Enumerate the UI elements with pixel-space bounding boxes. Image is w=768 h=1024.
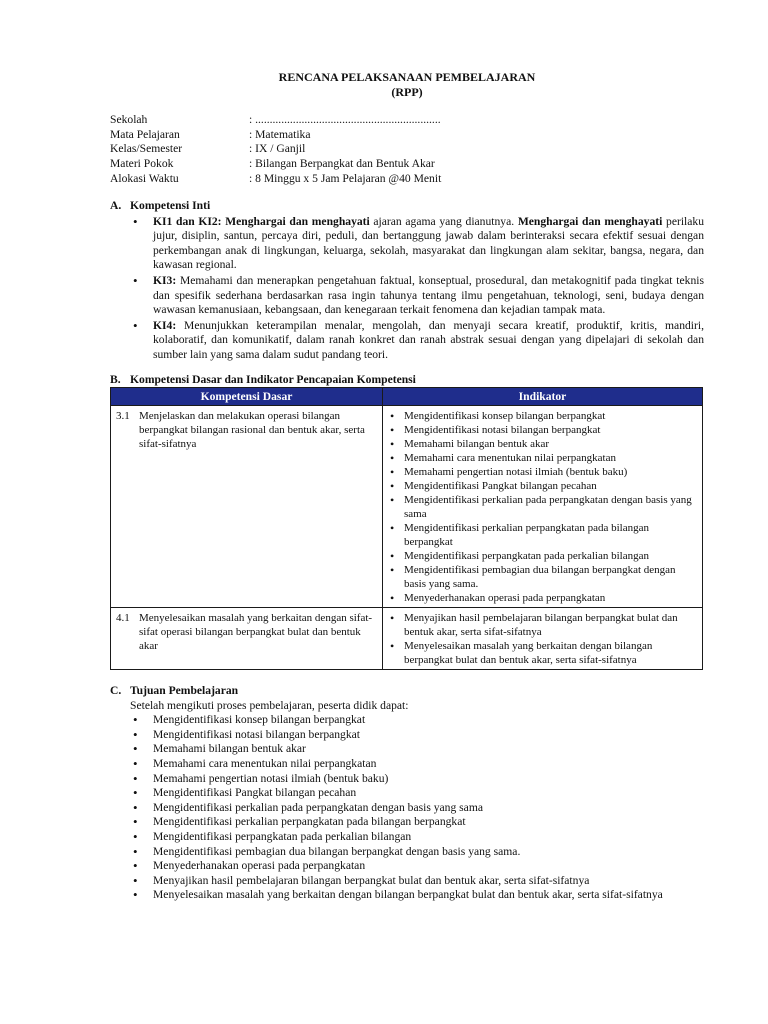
list-item: • Memahami pengertian notasi ilmiah (bentuk baku) <box>130 772 704 787</box>
ki-text: ajaran agama yang dianutnya. <box>369 214 518 228</box>
list-item: • Menyederhanakan operasi pada perpangkatan <box>130 859 704 874</box>
indicator-item: • Memahami pengertian notasi ilmiah (bentuk baku) <box>388 465 698 479</box>
ki-bold: Menghargai dan menghayati <box>517 214 663 228</box>
ki-text: perilaku jujur, disiplin, santun, percaya diri, peduli, dan bertanggung jawab dalam berinteraksi secara efektif sesuai dengan perkembangan anak di lingkungan, keluarga, sekolah, masyarakat dan lingkungan alam sekitar, bangsa, negara, dan kawasan regional. <box>153 214 705 272</box>
kd-text: Menyelesaikan masalah yang berkaitan dengan sifat-sifat operasi bilangan berpangkat bulat dan bentuk akar <box>139 612 373 653</box>
indicator-item: • Memahami cara menentukan nilai perpangkatan <box>388 451 698 465</box>
list-item: • Memahami bilangan bentuk akar <box>130 742 704 757</box>
list-item: • Mengidentifikasi konsep bilangan berpangkat <box>130 713 704 728</box>
section-title: Kompetensi Dasar dan Indikator Pencapaian Kompetensi <box>130 372 416 386</box>
section-letter: B. <box>110 372 121 386</box>
identity-row-school <box>110 113 704 128</box>
identity-row-subject <box>110 128 704 143</box>
ki-text: Memahami dan menerapkan pengetahuan faktual, konseptual, prosedural, dan metakognitif pada tingkat teknis dan spesifik sederhana berdasarkan rasa ingin tahunya tentang ilmu pengetahuan, teknologi, seni, budaya dengan wawasan kemanusiaan, kebangsaan, dan kenegaraan terkait fenomena dan kejadian tampak mata. <box>153 273 704 317</box>
tujuan-intro: Setelah mengikuti proses pembelajaran, peserta didik dapat: <box>130 698 409 712</box>
ki-text: Menunjukkan keterampilan menalar, mengolah, dan menyaji secara kreatif, produktif, kritis, mandiri, kolaboratif, dan komunikatif, dalam ranah konkret dan ranah abstrak sesuai dengan yang dipelajari di sekolah dan sumber lain yang sama dalam sudut pandang teori. <box>153 318 704 361</box>
document-title <box>110 70 704 100</box>
identity-row-topic <box>110 157 704 172</box>
list-item: • Mengidentifikasi perkalian pada perpangkatan dengan basis yang sama <box>130 801 704 816</box>
section-heading <box>110 373 704 388</box>
indicator-item: • Mengidentifikasi notasi bilangan berpangkat <box>388 423 698 437</box>
identity-label: Mata Pelajaran <box>110 127 180 141</box>
indicator-item: • Mengidentifikasi Pangkat bilangan pecahan <box>388 479 698 493</box>
indicator-item: • Menyelesaikan masalah yang berkaitan dengan bilangan berpangkat bulat dan bentuk akar, serta sifat-sifatnya <box>388 639 698 667</box>
identity-value: : IX / Ganjil <box>249 142 306 156</box>
section-letter: C. <box>110 684 122 698</box>
kd-cell <box>111 608 383 670</box>
ki-lead: KI3: <box>153 273 177 287</box>
ki-list <box>130 215 704 363</box>
section-kompetensi-inti <box>110 199 704 363</box>
section-heading <box>110 199 704 214</box>
ki-lead: KI1 dan KI2: Menghargai dan menghayati <box>153 214 370 228</box>
kd-number: 3.1 <box>116 410 130 423</box>
identity-row-time <box>110 172 704 187</box>
kd-table <box>110 387 703 670</box>
list-item: • Menyelesaikan masalah yang berkaitan dengan bilangan berpangkat bulat dan bentuk akar, serta sifat-sifatnya <box>130 888 704 903</box>
indicator-item: • Mengidentifikasi perpangkatan pada perkalian bilangan <box>388 549 698 563</box>
ki-lead: KI4: <box>153 318 177 332</box>
kd-column-header: Kompetensi Dasar <box>111 388 383 406</box>
identity-value: : Matematika <box>249 127 311 141</box>
list-item: • Mengidentifikasi perkalian perpangkatan pada bilangan berpangkat <box>130 815 704 830</box>
indikator-column-header: Indikator <box>383 388 703 406</box>
section-title: Tujuan Pembelajaran <box>130 684 239 698</box>
identity-label: Kelas/Semester <box>110 142 183 156</box>
list-item: • Mengidentifikasi perpangkatan pada perkalian bilangan <box>130 830 704 845</box>
indicator-item: • Mengidentifikasi konsep bilangan berpangkat <box>388 409 698 423</box>
indicator-item: • Mengidentifikasi pembagian dua bilangan berpangkat dengan basis yang sama. <box>388 563 698 591</box>
list-item: • Menyajikan hasil pembelajaran bilangan berpangkat bulat dan bentuk akar, serta sifat-sifatnya <box>130 874 704 889</box>
indicator-item: • Menyederhanakan operasi pada perpangkatan <box>388 591 698 605</box>
kd-table-header <box>111 388 703 406</box>
indicator-cell <box>383 608 703 670</box>
identity-row-class <box>110 142 704 157</box>
indicator-list <box>388 611 698 667</box>
section-letter: A. <box>110 198 122 212</box>
identity-value: : ................................................................ <box>249 113 441 126</box>
section-title: Kompetensi Inti <box>130 198 211 212</box>
ki-item <box>130 274 704 318</box>
identity-value: : Bilangan Berpangkat dan Bentuk Akar <box>249 156 435 170</box>
ki-item <box>130 215 704 273</box>
tujuan-list <box>130 713 704 903</box>
kd-text: Menjelaskan dan melakukan operasi bilangan berpangkat bilangan rasional dan bentuk akar, serta sifat-sifatnya <box>139 410 365 451</box>
indicator-item: • Menyajikan hasil pembelajaran bilangan berpangkat bulat dan bentuk akar, serta sifat-sifatnya <box>388 611 698 639</box>
list-item: • Memahami cara menentukan nilai perpangkatan <box>130 757 704 772</box>
identity-block <box>110 113 704 187</box>
identity-label: Alokasi Waktu <box>110 172 179 186</box>
indicator-item: • Mengidentifikasi perkalian pada perpangkatan dengan basis yang sama <box>388 493 698 521</box>
document-title-sub: (RPP) <box>391 85 423 99</box>
table-row <box>111 608 703 670</box>
kd-cell <box>111 406 383 608</box>
section-tujuan-pembelajaran <box>110 684 704 903</box>
identity-label: Materi Pokok <box>110 156 174 170</box>
list-item: • Mengidentifikasi Pangkat bilangan pecahan <box>130 786 704 801</box>
identity-label: Sekolah <box>110 113 148 126</box>
indicator-item: • Memahami bilangan bentuk akar <box>388 437 698 451</box>
indicator-cell <box>383 406 703 608</box>
ki-item <box>130 319 704 363</box>
indicator-list <box>388 409 698 605</box>
identity-value: : 8 Minggu x 5 Jam Pelajaran @40 Menit <box>249 172 442 186</box>
table-row <box>111 406 703 608</box>
indicator-item: • Mengidentifikasi perkalian perpangkatan pada bilangan berpangkat <box>388 521 698 549</box>
list-item: • Mengidentifikasi notasi bilangan berpangkat <box>130 728 704 743</box>
list-item: • Mengidentifikasi pembagian dua bilangan berpangkat dengan basis yang sama. <box>130 845 704 860</box>
kd-number: 4.1 <box>116 612 130 625</box>
section-heading <box>110 684 704 699</box>
section-kompetensi-dasar <box>110 373 704 671</box>
document-title-main: RENCANA PELAKSANAAN PEMBELAJARAN <box>278 70 536 84</box>
